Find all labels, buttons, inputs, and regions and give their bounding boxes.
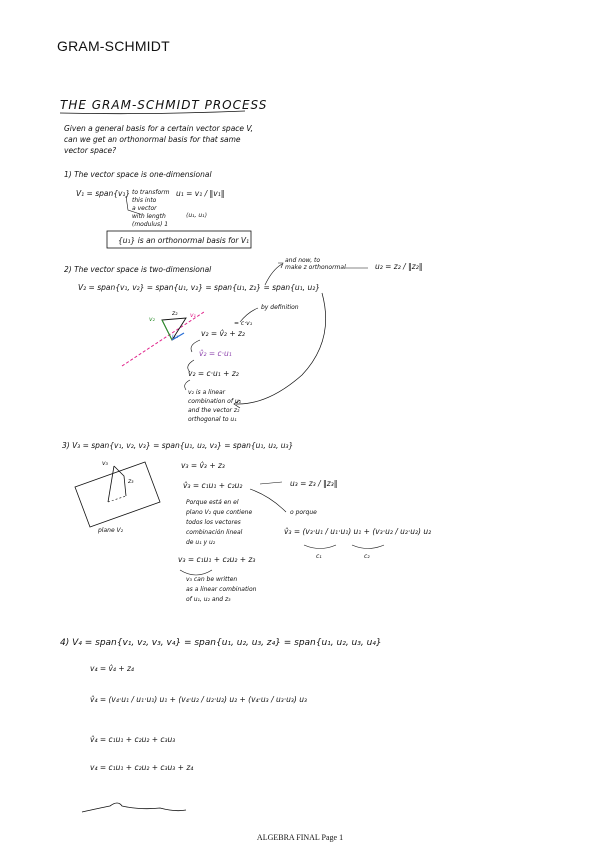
s2-label-v1: v₁	[190, 312, 196, 319]
page-footer: ALGEBRA FINAL Page 1	[256, 833, 344, 842]
s2-aside-2: make z orthonormal	[285, 264, 346, 271]
s2-concl-1: v₂ is a linear	[188, 389, 226, 396]
s3-why-3: todos los vectores	[186, 519, 241, 526]
s4-l1: v₄ = v̂₄ + z₄	[90, 664, 134, 673]
s2-v2eq: v₂ = v̂₂ + z₂	[201, 329, 245, 338]
s3-v3hat: v̂₃ = c₁u₁ + c₂u₂	[183, 481, 243, 490]
s1-eq: V₁ = span{v₁}	[76, 189, 131, 198]
page-title: GRAM-SCHMIDT	[57, 38, 170, 54]
s3-c1: c₁	[316, 553, 322, 560]
s3-concl-3: of u₁, u₂ and z₃	[186, 596, 231, 603]
s2-label-v2: v₂	[149, 316, 155, 323]
intro-line-1: Given a general basis for a certain vector space V,	[64, 124, 254, 133]
s3-concl-2: as a linear combination	[186, 586, 257, 593]
s2-eq: V₂ = span{v₁, v₂} = span{u₁, v₂} = span{u₁, z₂} = span{u₁, u₂}	[78, 283, 320, 292]
s2-v2sum: v₂ = c·u₁ + z₂	[188, 369, 239, 378]
s1-note-1: to transform	[132, 189, 170, 196]
s4-l3: v̂₄ = c₁u₁ + c₂u₂ + c₃u₃	[90, 735, 176, 744]
s1-note-4: with length	[132, 213, 166, 220]
intro-line-3: vector space?	[64, 146, 117, 155]
s2-label-u1: u₁	[172, 333, 179, 340]
intro-line-2: can we get an orthonormal basis for that same	[64, 135, 241, 144]
s3-why-1: Porque está en el	[186, 499, 239, 506]
s3-label-v3: v₃	[102, 460, 108, 467]
s1-note-5: (modulus) 1	[132, 221, 169, 228]
s1-cond: ⟨u₁, u₁⟩	[186, 212, 207, 219]
s1-title: 1) The vector space is one-dimensional	[64, 170, 212, 179]
s3-why-5: de u₁ y u₂	[186, 539, 216, 546]
s2-v2hat: v̂₂ = c·u₁	[199, 349, 232, 358]
s3-porque: o porque	[290, 509, 317, 516]
s3-why-4: combinación lineal	[186, 529, 243, 536]
s3-concl-1: v₃ can be written	[186, 576, 238, 583]
s3-u3: u₃ = z₃ / ‖z₃‖	[290, 479, 338, 488]
s3-v3eq: v₃ = v̂₃ + z₃	[181, 461, 225, 470]
s4-l4: v₄ = c₁u₁ + c₂u₂ + c₃u₃ + z₄	[90, 763, 194, 772]
notes-heading: THE GRAM-SCHMIDT PROCESS	[60, 98, 268, 112]
s3-v3sum: v₃ = c₁u₁ + c₂u₂ + z₃	[178, 555, 256, 564]
s4-l2: v̂₄ = (v₄·u₁ / u₁·u₁) u₁ + (v₄·u₂ / u₂·u₂) u₂ + (v₄·u₃ / u₃·u₃) u₃	[90, 695, 307, 704]
s2-title: 2) The vector space is two-dimensional	[64, 265, 212, 274]
s2-label-z2: z₂	[172, 310, 178, 317]
s1-note-3: a vector	[132, 205, 157, 212]
s3-proj: v̂₃ = (v₃·u₁ / u₁·u₁) u₁ + (v₃·u₂ / u₂·u₂) u₂	[284, 527, 432, 536]
s1-box-text: {u₁} is an orthonormal basis for V₁	[118, 236, 250, 245]
s2-concl-4: orthogonal to u₁	[188, 416, 237, 423]
s3-label-z3: z₃	[128, 478, 134, 485]
s4-title: 4) V₄ = span{v₁, v₂, v₃, v₄} = span{u₁, u₂, u₃, z₄} = span{u₁, u₂, u₃, u₄}	[60, 638, 382, 648]
s2-aside-1: and now, to	[285, 257, 321, 264]
s2-concl-3: and the vector z₂	[188, 407, 240, 414]
s3-why-2: plano V₂ que contiene	[186, 509, 253, 516]
s3-plane: plane V₂	[98, 527, 124, 534]
s1-u1: u₁ = v₁ / ‖v₁‖	[176, 189, 225, 198]
s2-bydef: by definition	[261, 304, 299, 311]
s2-concl-2: combination of u₁	[188, 398, 242, 405]
s2-ck: = c·v₁	[234, 320, 253, 327]
s1-note-2: this into	[132, 197, 157, 204]
s2-u2: u₂ = z₂ / ‖z₂‖	[375, 262, 423, 271]
s3-title: 3) V₃ = span{v₁, v₂, v₃} = span{u₁, u₂, v₃} = span{u₁, u₂, u₃}	[62, 441, 294, 450]
s3-c2: c₂	[364, 553, 370, 560]
